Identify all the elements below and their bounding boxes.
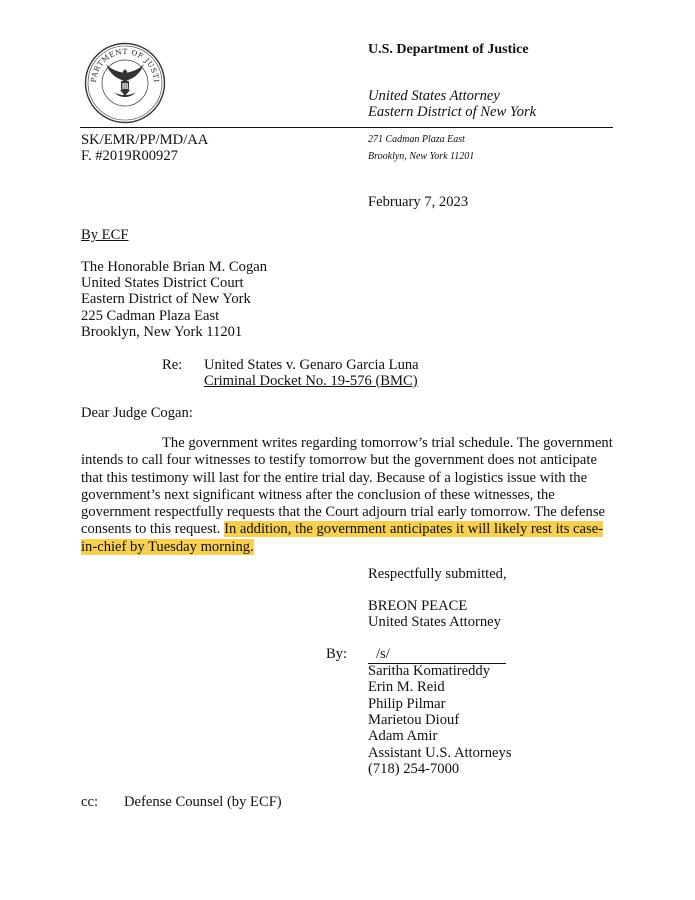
recipient-line: Eastern District of New York	[81, 291, 251, 307]
salutation: Dear Judge Cogan:	[81, 405, 193, 421]
doj-seal	[84, 42, 166, 124]
office-line-1: United States Attorney	[368, 88, 500, 104]
file-number: F. #2019R00927	[81, 148, 178, 164]
office-line-2: Eastern District of New York	[368, 104, 537, 120]
signer-name: BREON PEACE	[368, 598, 468, 614]
attorney-name: Saritha Komatireddy	[368, 663, 490, 679]
closing-text: Respectfully submitted,	[368, 566, 507, 582]
department-name: U.S. Department of Justice	[368, 42, 529, 57]
attorney-name: Erin M. Reid	[368, 679, 445, 695]
attorneys-title: Assistant U.S. Attorneys	[368, 745, 512, 761]
body-main-text: The government writes regarding tomorrow’s trial schedule. The government intends to call four witnesses to testify tomorrow but the government does not anticipate that this testimony will last for the entire trial day. Because of a logistics issue with the government’s next significant witness after the conclusion of these witnesses, the government respectfully requests that the Court adjourn trial early tomorrow. The defense consents to this request.	[81, 435, 613, 538]
recipient-line: 225 Cadman Plaza East	[81, 308, 220, 324]
svg-text:DEPARTMENT OF JUSTICE: PARTMENT OF JUSTI	[88, 46, 162, 84]
delivery-method: By ECF	[81, 227, 129, 243]
recipient-line: United States District Court	[81, 275, 244, 291]
signature: /s/	[368, 646, 506, 664]
signature-line	[368, 646, 506, 664]
signer-title: United States Attorney	[368, 614, 501, 630]
body-paragraph	[81, 435, 613, 556]
office-address-line-1: 271 Cadman Plaza East	[368, 134, 465, 145]
re-label: Re:	[162, 357, 183, 373]
cc-label: cc:	[81, 794, 99, 810]
by-label: By:	[326, 646, 348, 662]
cc-recipient: Defense Counsel (by ECF)	[124, 794, 282, 810]
recipient-line: Brooklyn, New York 11201	[81, 324, 243, 340]
attorney-name: Philip Pilmar	[368, 696, 446, 712]
recipient-line: The Honorable Brian M. Cogan	[81, 259, 268, 275]
office-address-line-2: Brooklyn, New York 11201	[368, 151, 475, 162]
highlighted-sentence: In addition, the government anticipates it will likely rest its case-in-chief by Tuesday morning.	[81, 521, 604, 555]
attorney-name: Adam Amir	[368, 728, 438, 744]
attorney-name: Marietou Diouf	[368, 712, 460, 728]
letter-date: February 7, 2023	[368, 194, 469, 210]
letterhead-rule	[80, 127, 613, 128]
re-docket-number: Criminal Docket No. 19-576 (BMC)	[204, 373, 418, 389]
phone-number: (718) 254-7000	[368, 761, 460, 777]
reference-initials: SK/EMR/PP/MD/AA	[81, 132, 209, 148]
re-case-name: United States v. Genaro Garcia Luna	[204, 357, 419, 373]
